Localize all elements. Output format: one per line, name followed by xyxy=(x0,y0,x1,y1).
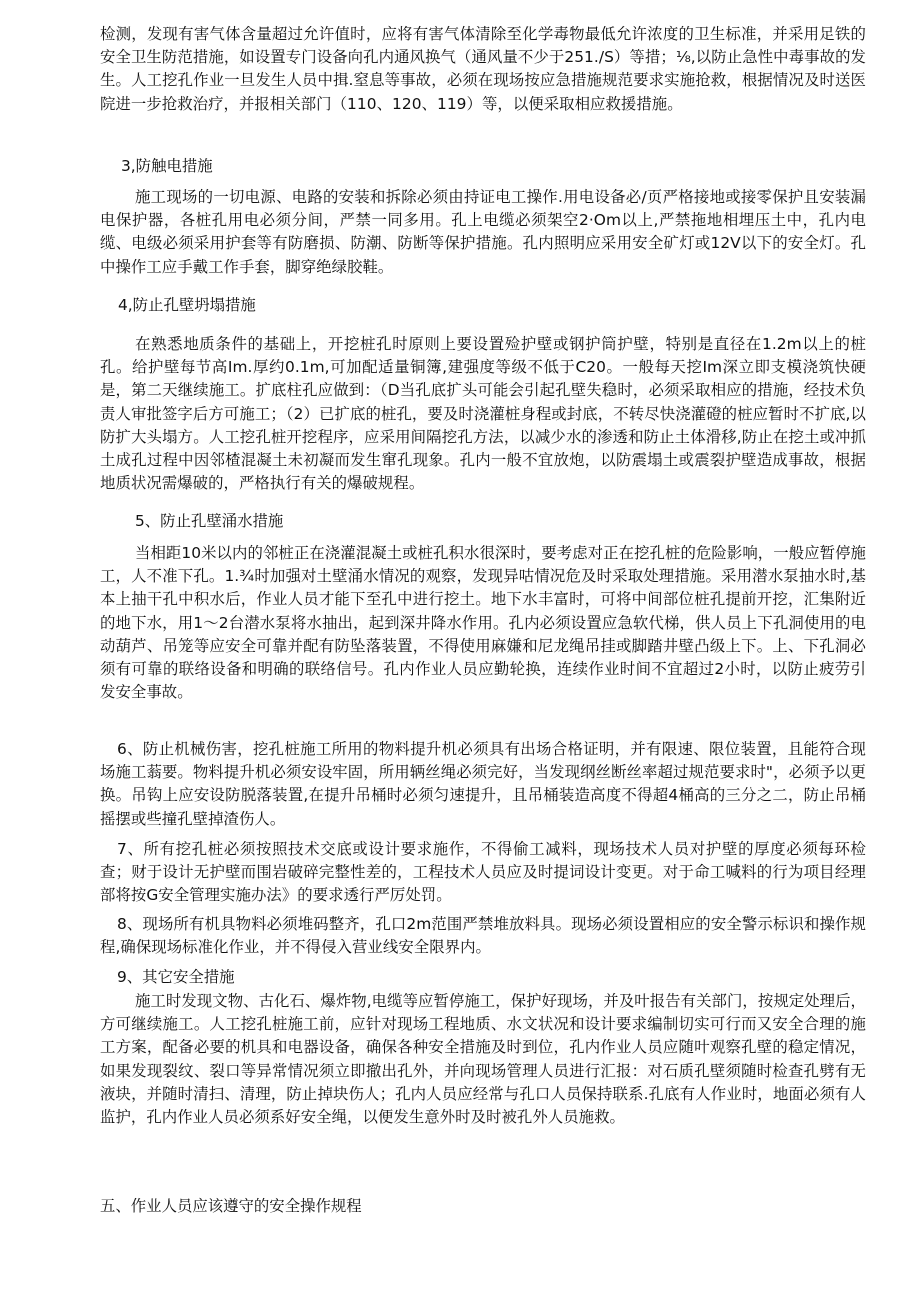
paragraph-machinery-injury: 6、防止机械伤害，挖孔桩施工所用的物料提升机必须具有出场合格证明，并有限速、限位装置，且能符合现场施工蓊要。物料提升机必须安设牢固，所用辆丝绳必须完好，当发现纲丝断丝率超过规范要求时"，必须予以更换。吊钩上应安设防脱落装置,在提升吊桶时必须匀速提升，且吊桶装造高度不得超4桶高的三分之二，防止吊桶摇摆或些撞孔壁掉渣伤人。 xyxy=(100,740,866,828)
paragraph-anti-water-gushing: 当相距10米以内的邻桩正在浇灌混凝土或桩孔积水很深时，要考虑对正在挖孔桩的危险影响，一般应暂停施工，人不准下孔。1.¾时加强对土壁涌水情况的观察，发现异咕情况危及时采取处理措施。采用潜水泵抽水时,基本上抽干孔中积水后，作业人员才能下至孔中进行挖土。地下水丰富时，可将中间部位桩孔提前开挖，汇集附近的地下水，用1～2台潜水泵将水抽出，起到深井降水作用。孔内必须设置应急软代梯，供人员上下孔洞使用的电动葫芦、吊笼等应安全可靠并配有防坠落装置，不得使用麻嫌和尼龙绳吊挂或脚踏井壁凸级上下。上、下孔洞必须有可靠的联络设备和明确的联络信号。孔内作业人员应勤轮换，连续作业时间不宜超过2小时，以防止疲劳引发安全事故。 xyxy=(100,544,866,702)
paragraph-site-materials: 8、现场所有机具物料必须堆码整齐，孔口2m范围严禁堆放料具。现场必须设置相应的安全警示标识和操作规程,确保现场标准化作业，并不得侵入营业线安全限界内。 xyxy=(100,915,866,957)
paragraph-construction-requirements: 7、所有挖孔桩必须按照技术交底或设计要求施作，不得偷工减料，现场技术人员对护壁的厚度必须每环检查；财于设计无护壁而围岩破碎完整性差的，工程技术人员应及时提词设计变更。对于命工喊料的行为项目经理部将按G安全管理实施办法》的要求透行严厉处罚。 xyxy=(100,840,866,905)
paragraph-other-measures: 施工时发现文物、古化石、爆炸物,电缆等应暂停施工，保护好现场，并及叶报告有关部门，按规定处理后，方可继续施工。人工挖孔桩施工前，应针对现场工程地质、水文状况和设计要求编制切实可行而又安全合理的施工方案，配备必要的机具和电器设备，确保各种安全措施及时到位，孔内作业人员应随叶观察孔壁的稳定情况，如果发现裂纹、裂口等异常情况须立即撤出孔外，并向现场管理人员进行汇报：对石质孔壁须随时检查孔劈有无液块，并随时清扫、清理，防止掉块伤人；孔内人员应经常与孔口人员保持联系.孔底有人作业时，地面必须有人监护，孔内作业人员必须系好安全绳，以便发生意外时及时被孔外人员施救。 xyxy=(100,992,866,1127)
intro-paragraph: 检测，发现有害气体含量超过允许值时，应将有害气体清除至化学毒物最低允许浓度的卫生标准，并采用足铁的安全卫生防范措施，如设置专门设备向孔内通风换气（通风量不少于251./S）等措；⅛,以防止急性中毒事故的发生。人工挖孔作业一旦发生人员中揖.窒息等事故，必须在现场按应急措施规范要求实施抢救，根据情况及时送医院进一步抢救治疗，并报相关部门（110、120、119）等，以便采取相应救援措施。 xyxy=(100,25,866,113)
heading-anti-electric-shock: 3,防触电措施 xyxy=(121,157,213,175)
heading-anti-water-gushing: 5、防止孔壁涌水措施 xyxy=(135,512,284,530)
paragraph-anti-electric-shock: 施工现场的一切电源、电路的安装和拆除必须由持证电工操作.用电设备必/页严格接地或接零保护且安装漏电保护器，各桩孔用电必须分间，严禁一同多用。孔上电缆必须架空2·Om以上,严禁拖地相埋压土中，孔内电缆、电级必须采用护套等有防磨损、防潮、防断等保护措施。孔内照明应采用安全矿灯或12V以下的安全灯。孔中操作工应手戴工作手套，脚穿绝绿胶鞋。 xyxy=(100,188,866,276)
section-title-operating-rules: 五、作业人员应该遵守的安全操作规程 xyxy=(100,1197,362,1215)
heading-anti-collapse: 4,防止孔壁坍塌措施 xyxy=(118,296,256,314)
heading-other-measures: 9、其它安全措施 xyxy=(117,968,235,986)
paragraph-anti-collapse: 在熟悉地质条件的基础上，开挖桩孔时原则上要设置殓护壁或钢护筒护壁，特别是直径在1.2m以上的桩孔。给护壁每节高Im.厚约0.1m,可加配适量铜簿,建强度等级不低于C20。一般每天挖Im深立即支模浇筑快硬是，第二天继续施工。扩底柱孔应做到：（D当孔底扩头可能会引起孔壁失稳时，必须采取相应的措施，经技术负责人审批签字后方可施工；（2）已扩底的桩孔，要及时浇灌桩身程或封底，不转尽快浇灌磴的桩应暂时不扩底,以防扩大头塌方。人工挖孔桩开挖程序，应采用间隔挖孔方法，以减少水的渗透和防止土体滑移,防止在挖土或冲抓土成孔过程中因邻楂混凝土未初凝而发生窜孔现象。孔内一般不宜放炮，以防震塌土或震裂护壁造成事故，根据地质状况需爆破的，严格执行有关的爆破规程。 xyxy=(100,335,866,493)
